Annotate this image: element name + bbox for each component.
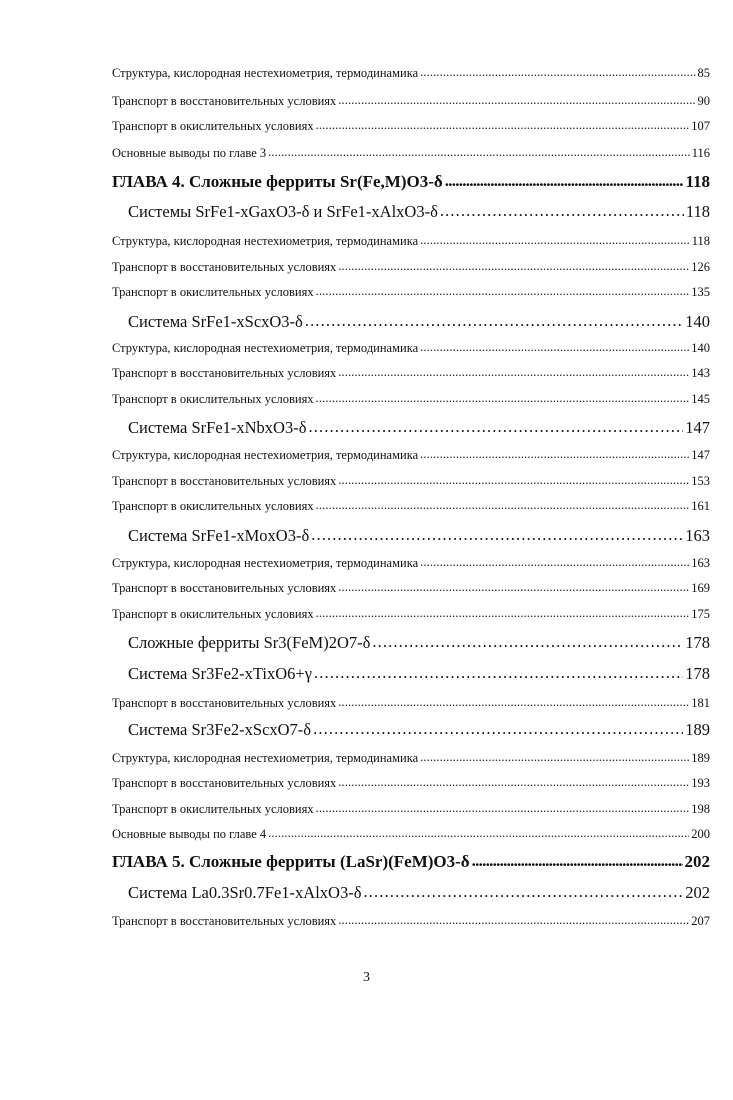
toc-entry-title: Транспорт в окислительных условиях <box>112 285 314 299</box>
toc-entry <box>112 448 710 463</box>
toc-entry-page: 200 <box>691 827 710 841</box>
toc-entry-page: 163 <box>685 526 710 545</box>
toc-entry-page: 193 <box>691 776 710 790</box>
toc-leader-dots <box>338 913 689 928</box>
toc-section-entry <box>128 202 710 222</box>
toc-entry-title: Структура, кислородная нестехиометрия, термодинамика <box>112 751 419 765</box>
toc-leader-dots <box>338 93 695 108</box>
toc-leader-dots <box>316 606 690 621</box>
toc-leader-dots <box>338 365 689 380</box>
toc-leader-dots <box>338 473 689 488</box>
toc-leader-dots <box>372 632 683 652</box>
toc-entry <box>112 474 710 489</box>
toc-entry-page: 178 <box>685 633 710 652</box>
toc-leader-dots <box>338 775 689 790</box>
toc-leader-dots <box>313 719 683 739</box>
toc-entry-page: 163 <box>691 556 710 570</box>
toc-entry-title: Основные выводы по главе 4 <box>112 827 267 841</box>
toc-entry-page: 153 <box>691 474 710 488</box>
toc-entry-page: 202 <box>684 852 710 871</box>
toc-entry-page: 178 <box>685 664 710 683</box>
toc-entry <box>112 556 710 571</box>
toc-entry-title: Транспорт в окислительных условиях <box>112 392 314 406</box>
toc-entry <box>112 696 710 711</box>
toc-entry-page: 85 <box>697 66 710 80</box>
toc-entry-title: Система Sr3Fe2-xTixO6+γ <box>128 664 312 683</box>
toc-entry-page: 140 <box>691 341 710 355</box>
toc-entry-page: 147 <box>691 448 710 462</box>
toc-entry-title: Структура, кислородная нестехиометрия, термодинамика <box>112 234 419 248</box>
toc-chapter-entry <box>112 852 710 872</box>
toc-leader-dots <box>420 447 689 462</box>
toc-entry-page: 116 <box>691 146 710 160</box>
toc-leader-dots <box>472 851 683 871</box>
toc-entry-page: 169 <box>691 581 710 595</box>
toc-entry-title: Система SrFe1-xMoxO3-δ <box>128 526 310 545</box>
toc-entry-page: 118 <box>685 202 710 221</box>
toc-entry-title: Сложные ферриты Sr3(FeM)2O7-δ <box>128 633 371 652</box>
toc-entry-page: 198 <box>691 802 710 816</box>
toc-leader-dots <box>420 750 689 765</box>
toc-entry-page: 118 <box>691 234 710 248</box>
toc-leader-dots <box>268 145 690 160</box>
toc-entry <box>112 499 710 514</box>
toc-entry <box>112 234 710 249</box>
toc-leader-dots <box>445 171 684 191</box>
toc-leader-dots <box>338 259 689 274</box>
toc-section-entry <box>128 312 710 332</box>
toc-entry <box>112 751 710 766</box>
toc-section-entry <box>128 418 710 438</box>
toc-entry-page: 107 <box>691 119 710 133</box>
toc-entry-title: Структура, кислородная нестехиометрия, термодинамика <box>112 341 419 355</box>
toc-entry <box>112 341 710 356</box>
toc-section-entry <box>128 883 710 903</box>
toc-entry-page: 140 <box>685 312 710 331</box>
toc-entry-page: 189 <box>691 751 710 765</box>
toc-entry <box>112 581 710 596</box>
toc-leader-dots <box>314 663 683 683</box>
toc-leader-dots <box>268 826 689 841</box>
toc-entry-title: Структура, кислородная нестехиометрия, термодинамика <box>112 448 419 462</box>
toc-entry-page: 147 <box>685 418 710 437</box>
toc-leader-dots <box>309 417 684 437</box>
toc-entry-title: Системы SrFe1-xGaxO3-δ и SrFe1-xAlxO3-δ <box>128 202 438 221</box>
toc-leader-dots <box>316 284 690 299</box>
toc-leader-dots <box>305 311 683 331</box>
toc-entry <box>112 119 710 134</box>
toc-entry-title: Транспорт в восстановительных условиях <box>112 914 337 928</box>
toc-leader-dots <box>316 801 690 816</box>
toc-leader-dots <box>316 498 690 513</box>
toc-entry-title: Система Sr3Fe2-xScxO7-δ <box>128 720 312 739</box>
toc-entry-page: 145 <box>691 392 710 406</box>
toc-entry-page: 189 <box>685 720 710 739</box>
toc-entry-page: 175 <box>691 607 710 621</box>
toc-entry <box>112 146 710 161</box>
page-number: 3 <box>363 970 370 985</box>
toc-entry-page: 118 <box>685 172 710 191</box>
toc-entry-page: 143 <box>691 366 710 380</box>
toc-entry <box>112 776 710 791</box>
toc-entry-title: Транспорт в восстановительных условиях <box>112 776 337 790</box>
toc-entry-title: Система SrFe1-xScxO3-δ <box>128 312 303 331</box>
toc-entry <box>112 366 710 381</box>
toc-entry <box>112 94 710 109</box>
toc-entry-title: ГЛАВА 5. Сложные ферриты (LaSr)(FeM)O3-δ <box>112 852 470 871</box>
toc-entry <box>112 66 710 81</box>
toc-leader-dots <box>338 580 689 595</box>
toc-entry-title: Транспорт в восстановительных условиях <box>112 581 337 595</box>
toc-leader-dots <box>316 391 690 406</box>
toc-entry-page: 126 <box>691 260 710 274</box>
toc-entry-page: 135 <box>691 285 710 299</box>
toc-entry-title: Транспорт в окислительных условиях <box>112 119 314 133</box>
toc-leader-dots <box>311 525 683 545</box>
toc-entry <box>112 285 710 300</box>
toc-chapter-entry <box>112 172 710 192</box>
toc-section-entry <box>128 633 710 653</box>
toc-entry-title: Основные выводы по главе 3 <box>112 146 267 160</box>
toc-entry-title: Транспорт в восстановительных условиях <box>112 696 337 710</box>
toc-entry-title: Транспорт в окислительных условиях <box>112 607 314 621</box>
toc-leader-dots <box>338 695 689 710</box>
toc-entry-title: ГЛАВА 4. Сложные ферриты Sr(Fe,M)O3-δ <box>112 172 443 191</box>
toc-entry-title: Транспорт в восстановительных условиях <box>112 94 337 108</box>
toc-entry-title: Структура, кислородная нестехиометрия, термодинамика <box>112 66 419 80</box>
toc-entry <box>112 607 710 622</box>
toc-entry <box>112 802 710 817</box>
toc-leader-dots <box>440 201 684 221</box>
toc-entry-title: Транспорт в окислительных условиях <box>112 802 314 816</box>
toc-section-entry <box>128 526 710 546</box>
toc-entry-title: Система SrFe1-xNbxO3-δ <box>128 418 307 437</box>
toc-entry-page: 161 <box>691 499 710 513</box>
toc-entry-page: 181 <box>691 696 710 710</box>
toc-leader-dots <box>363 882 683 902</box>
toc-entry-title: Транспорт в восстановительных условиях <box>112 260 337 274</box>
toc-entry <box>112 260 710 275</box>
toc-entry <box>112 392 710 407</box>
toc-leader-dots <box>420 233 690 248</box>
toc-entry-title: Транспорт в восстановительных условиях <box>112 366 337 380</box>
toc-entry-page: 202 <box>685 883 710 902</box>
toc-entry <box>112 914 710 929</box>
toc-entry-title: Транспорт в восстановительных условиях <box>112 474 337 488</box>
toc-leader-dots <box>420 65 695 80</box>
toc-leader-dots <box>316 118 690 133</box>
toc-leader-dots <box>420 340 689 355</box>
toc-entry-page: 207 <box>691 914 710 928</box>
toc-leader-dots <box>420 555 689 570</box>
toc-entry-title: Структура, кислородная нестехиометрия, термодинамика <box>112 556 419 570</box>
toc-section-entry <box>128 664 710 684</box>
toc-section-entry <box>128 720 710 740</box>
toc-entry-title: Система La0.3Sr0.7Fe1-xAlxO3-δ <box>128 883 362 902</box>
toc-entry-title: Транспорт в окислительных условиях <box>112 499 314 513</box>
toc-entry-page: 90 <box>697 94 710 108</box>
toc-entry <box>112 827 710 842</box>
